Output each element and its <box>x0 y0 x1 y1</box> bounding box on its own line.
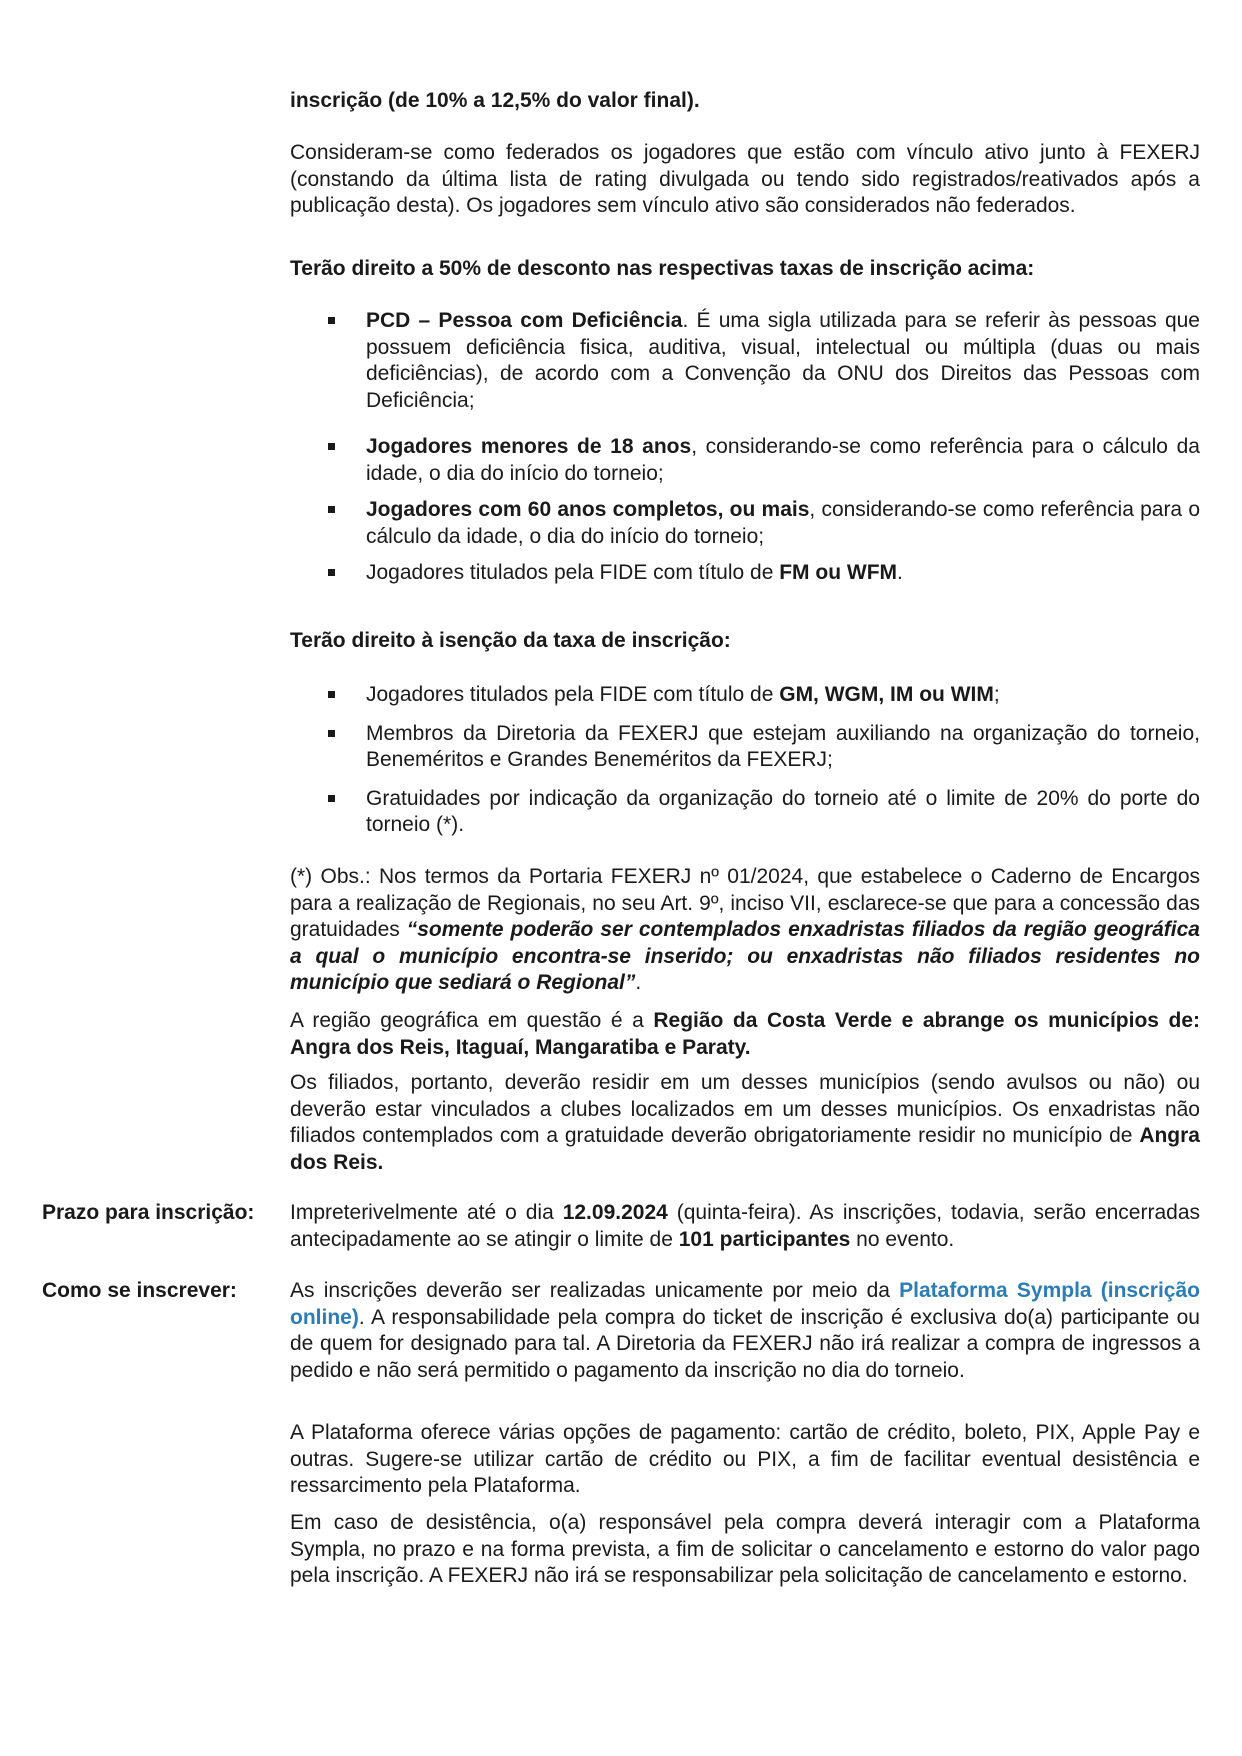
list-item: Jogadores titulados pela FIDE com título de GM, WGM, IM ou WIM; <box>290 682 1200 709</box>
bullet-icon <box>328 506 335 513</box>
regiao-paragraph: A região geográfica em questão é a Região da Costa Verde e abrange os municípios de: Angra dos Reis, Itaguaí, Mangaratiba e Paraty. <box>290 1009 1200 1059</box>
bullet-icon <box>328 317 335 324</box>
participant-limit: 101 participantes <box>678 1227 851 1251</box>
prazo-date: 12.09.2024 <box>562 1201 668 1224</box>
prazo-paragraph: Impreterivelmente até o dia 12.09.2024 (quinta-feira). As inscrições, todavia, serão encerradas antecipadamente ao se atingir o limite de 101 participantes no evento. <box>290 1201 1200 1251</box>
list-item: Jogadores titulados pela FIDE com título de FM ou WFM. <box>290 560 1200 587</box>
list-item: Jogadores menores de 18 anos, considerando-se como referência para o cálculo da idade, o dia do início do torneio; <box>290 434 1200 487</box>
como-paragraph-1: As inscrições deverão ser realizadas unicamente por meio da Plataforma Sympla (inscrição online). A responsabilidade pela compra do ticket de inscrição é exclusiva do(a) participante ou de quem for designado para tal. A Diretoria da FEXERJ não irá realizar a compra de ingressos a pedido e não será permitido o pagamento da inscrição no dia do torneio. <box>290 1279 1200 1382</box>
intro-line: inscrição (de 10% a 12,5% do valor final). <box>290 89 700 112</box>
federados-paragraph: Consideram-se como federados os jogadores que estão com vínculo ativo junto à FEXERJ (constando da última lista de rating divulgada ou tendo sido registrados/reativados após a publicação desta). Os jogadores sem vínculo ativo são considerados não federados. <box>290 141 1200 217</box>
discount-heading: Terão direito a 50% de desconto nas respectivas taxas de inscrição acima: <box>290 257 1035 280</box>
como-paragraph-3: Em caso de desistência, o(a) responsável pela compra deverá interagir com a Plataforma Sympla, no prazo e na forma prevista, a fim de solicitar o cancelamento e estorno do valor pago pela inscrição. A FEXERJ não irá se responsabilizar pela solicitação de cancelamento e estorno. <box>290 1511 1200 1587</box>
bullet-icon <box>328 569 335 576</box>
list-item: PCD – Pessoa com Deficiência. É uma sigla utilizada para se referir às pessoas que possuem deficiência fisica, auditiva, visual, intelectual ou múltipla (duas ou mais deficiências), de acordo com a Convenção da ONU dos Direitos das Pessoas com Deficiência; <box>290 308 1200 414</box>
exemption-list <box>290 682 1200 839</box>
obs-quote: “somente poderão ser contemplados enxadristas filiados da região geográfica a qual o município encontra-se inserido; ou enxadristas não filiados residentes no município que sediará o Regional” <box>290 918 1200 994</box>
prazo-label: Prazo para inscrição: <box>42 1201 255 1224</box>
discount-list <box>290 308 1200 587</box>
sympla-link[interactable]: Plataforma Sympla (inscrição online) <box>290 1279 1200 1329</box>
obs-paragraph: (*) Obs.: Nos termos da Portaria FEXERJ nº 01/2024, que estabelece o Caderno de Encargos para a realização de Regionais, no seu Art. 9º, inciso VII, esclarece-se que para a concessão das gratuidades “somente poderão ser contemplados enxadristas filiados da região geográfica a qual o município encontra-se inserido; ou enxadristas não filiados residentes no município que sediará o Regional”. <box>290 865 1200 994</box>
bullet-icon <box>328 795 335 802</box>
filiados-paragraph: Os filiados, portanto, deverão residir em um desses municípios (sendo avulsos ou não) ou deverão estar vinculados a clubes localizados em um desses municípios. Os enxadristas não filiados contemplados com a gratuidade deverão obrigatoriamente residir no município de Angra dos Reis. <box>290 1071 1200 1174</box>
como-label: Como se inscrever: <box>42 1279 237 1302</box>
list-item: Membros da Diretoria da FEXERJ que estejam auxiliando na organização do torneio, Beneméritos e Grandes Beneméritos da FEXERJ; <box>290 721 1200 774</box>
list-item: Gratuidades por indicação da organização do torneio até o limite de 20% do porte do torneio (*). <box>290 786 1200 839</box>
bullet-icon <box>328 443 335 450</box>
bullet-icon <box>328 730 335 737</box>
como-paragraph-2: A Plataforma oferece várias opções de pagamento: cartão de crédito, boleto, PIX, Apple Pay e outras. Sugere-se utilizar cartão de crédito ou PIX, a fim de facilitar eventual desistência e ressarcimento pela Plataforma. <box>290 1421 1200 1497</box>
bullet-icon <box>328 691 335 698</box>
exemption-heading: Terão direito à isenção da taxa de inscrição: <box>290 629 731 652</box>
list-item: Jogadores com 60 anos completos, ou mais, considerando-se como referência para o cálculo da idade, o dia do início do torneio; <box>290 497 1200 550</box>
